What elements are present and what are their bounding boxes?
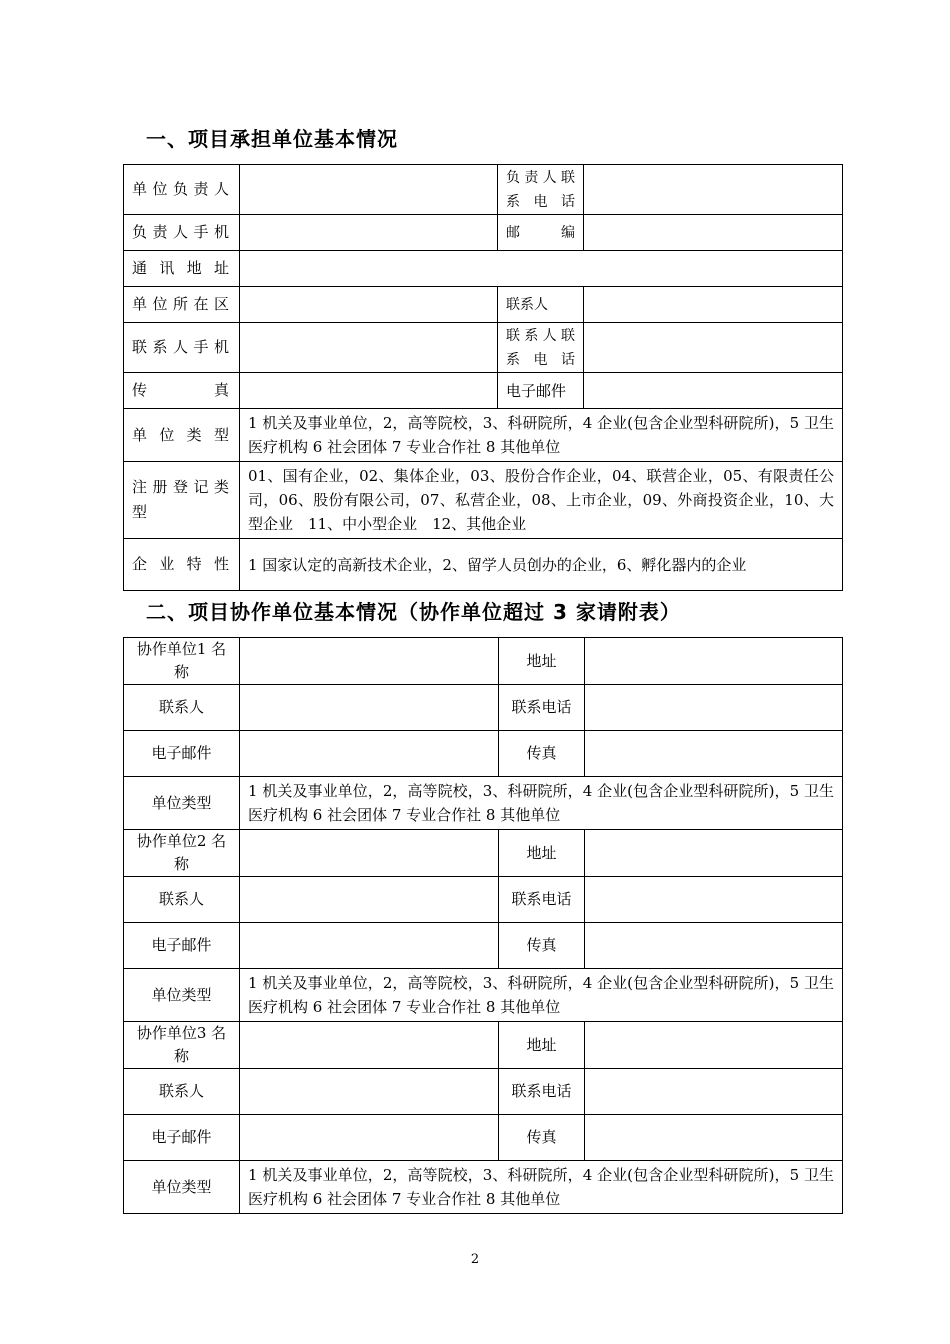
partner-type-label: 单位类型 xyxy=(124,1161,240,1214)
partner-contact-field[interactable] xyxy=(240,877,499,923)
section1-heading: 一、项目承担单位基本情况 xyxy=(146,127,398,151)
contact-mobile-label: 联系人手机 xyxy=(124,323,240,373)
partner-address-field[interactable] xyxy=(585,1022,843,1069)
address-label: 通讯地址 xyxy=(124,251,240,287)
partner-name-field[interactable] xyxy=(240,830,499,877)
partner-email-field[interactable] xyxy=(240,1115,499,1161)
contact-mobile-field[interactable] xyxy=(240,323,498,373)
partner-phone-field[interactable] xyxy=(585,877,843,923)
partner-contact-label: 联系人 xyxy=(124,877,240,923)
address-field[interactable] xyxy=(240,251,843,287)
partner-phone-field[interactable] xyxy=(585,1069,843,1115)
partner-address-label: 地址 xyxy=(499,638,585,685)
fax-field[interactable] xyxy=(240,373,498,409)
partner-email-label: 电子邮件 xyxy=(124,731,240,777)
partner-name-label: 协作单位1 名称 xyxy=(124,638,240,685)
partner-name-field[interactable] xyxy=(240,1022,499,1069)
email-field[interactable] xyxy=(584,373,843,409)
partner-type-label: 单位类型 xyxy=(124,777,240,830)
partner-type-options: 1 机关及事业单位，2，高等院校，3、科研院所，4 企业(包含企业型科研院所)，5 卫生医疗机构 6 社会团体 7 专业合作社 8 其他单位 xyxy=(240,1161,843,1214)
partner-email-label: 电子邮件 xyxy=(124,1115,240,1161)
partner-address-label: 地址 xyxy=(499,830,585,877)
partner-fax-field[interactable] xyxy=(585,731,843,777)
partner-fax-label: 传真 xyxy=(499,1115,585,1161)
partner-email-field[interactable] xyxy=(240,923,499,969)
fax-label: 传真 xyxy=(124,373,240,409)
partner-type-options: 1 机关及事业单位，2，高等院校，3、科研院所，4 企业(包含企业型科研院所)，5 卫生医疗机构 6 社会团体 7 专业合作社 8 其他单位 xyxy=(240,969,843,1022)
partner-contact-label: 联系人 xyxy=(124,1069,240,1115)
section2-heading: 二、项目协作单位基本情况（协作单位超过 3 家请附表） xyxy=(146,600,681,624)
email-label: 电子邮件 xyxy=(498,373,584,409)
contact-phone-label: 联系人联系电话 xyxy=(498,323,584,373)
partner-contact-field[interactable] xyxy=(240,685,499,731)
unit-head-field[interactable] xyxy=(240,165,498,215)
partner-unit-table xyxy=(123,637,843,1214)
district-field[interactable] xyxy=(240,287,498,323)
partner-name-label: 协作单位3 名称 xyxy=(124,1022,240,1069)
host-unit-table xyxy=(123,164,843,591)
head-contact-phone-label: 负责人联系电话 xyxy=(498,165,584,215)
contact-person-label: 联系人 xyxy=(498,287,584,323)
head-mobile-field[interactable] xyxy=(240,215,498,251)
partner-type-options: 1 机关及事业单位，2，高等院校，3、科研院所，4 企业(包含企业型科研院所)，5 卫生医疗机构 6 社会团体 7 专业合作社 8 其他单位 xyxy=(240,777,843,830)
partner-email-label: 电子邮件 xyxy=(124,923,240,969)
partner-name-label: 协作单位2 名称 xyxy=(124,830,240,877)
partner-name-field[interactable] xyxy=(240,638,499,685)
partner-address-field[interactable] xyxy=(585,638,843,685)
partner-contact-field[interactable] xyxy=(240,1069,499,1115)
partner-address-field[interactable] xyxy=(585,830,843,877)
postcode-label: 邮编 xyxy=(498,215,584,251)
contact-phone-field[interactable] xyxy=(584,323,843,373)
partner-contact-label: 联系人 xyxy=(124,685,240,731)
partner-unit-2 xyxy=(124,830,843,1022)
partner-phone-label: 联系电话 xyxy=(499,877,585,923)
partner-unit-3 xyxy=(124,1022,843,1214)
partner-type-label: 单位类型 xyxy=(124,969,240,1022)
partner-fax-label: 传真 xyxy=(499,923,585,969)
contact-person-field[interactable] xyxy=(584,287,843,323)
partner-unit-1 xyxy=(124,638,843,830)
registration-type-label: 注册登记类型 xyxy=(124,462,240,539)
unit-head-label: 单位负责人 xyxy=(124,165,240,215)
partner-address-label: 地址 xyxy=(499,1022,585,1069)
unit-type-label: 单位类型 xyxy=(124,409,240,462)
partner-phone-label: 联系电话 xyxy=(499,685,585,731)
partner-phone-field[interactable] xyxy=(585,685,843,731)
enterprise-feature-options: 1 国家认定的高新技术企业，2、留学人员创办的企业，6、孵化器内的企业 xyxy=(240,539,843,591)
head-contact-phone-field[interactable] xyxy=(584,165,843,215)
postcode-field[interactable] xyxy=(584,215,843,251)
partner-phone-label: 联系电话 xyxy=(499,1069,585,1115)
head-mobile-label: 负责人手机 xyxy=(124,215,240,251)
partner-fax-field[interactable] xyxy=(585,1115,843,1161)
district-label: 单位所在区 xyxy=(124,287,240,323)
unit-type-options: 1 机关及事业单位，2，高等院校，3、科研院所，4 企业(包含企业型科研院所)，5 卫生医疗机构 6 社会团体 7 专业合作社 8 其他单位 xyxy=(240,409,843,462)
partner-email-field[interactable] xyxy=(240,731,499,777)
enterprise-feature-label: 企业特性 xyxy=(124,539,240,591)
partner-fax-field[interactable] xyxy=(585,923,843,969)
page-number: 2 xyxy=(470,1252,480,1267)
partner-fax-label: 传真 xyxy=(499,731,585,777)
registration-type-options: 01、国有企业，02、集体企业，03、股份合作企业，04、联营企业，05、有限责任公司，06、股份有限公司，07、私营企业，08、上市企业，09、外商投资企业，10、大型企业 11、中小型企业 12、其他企业 xyxy=(240,462,843,539)
